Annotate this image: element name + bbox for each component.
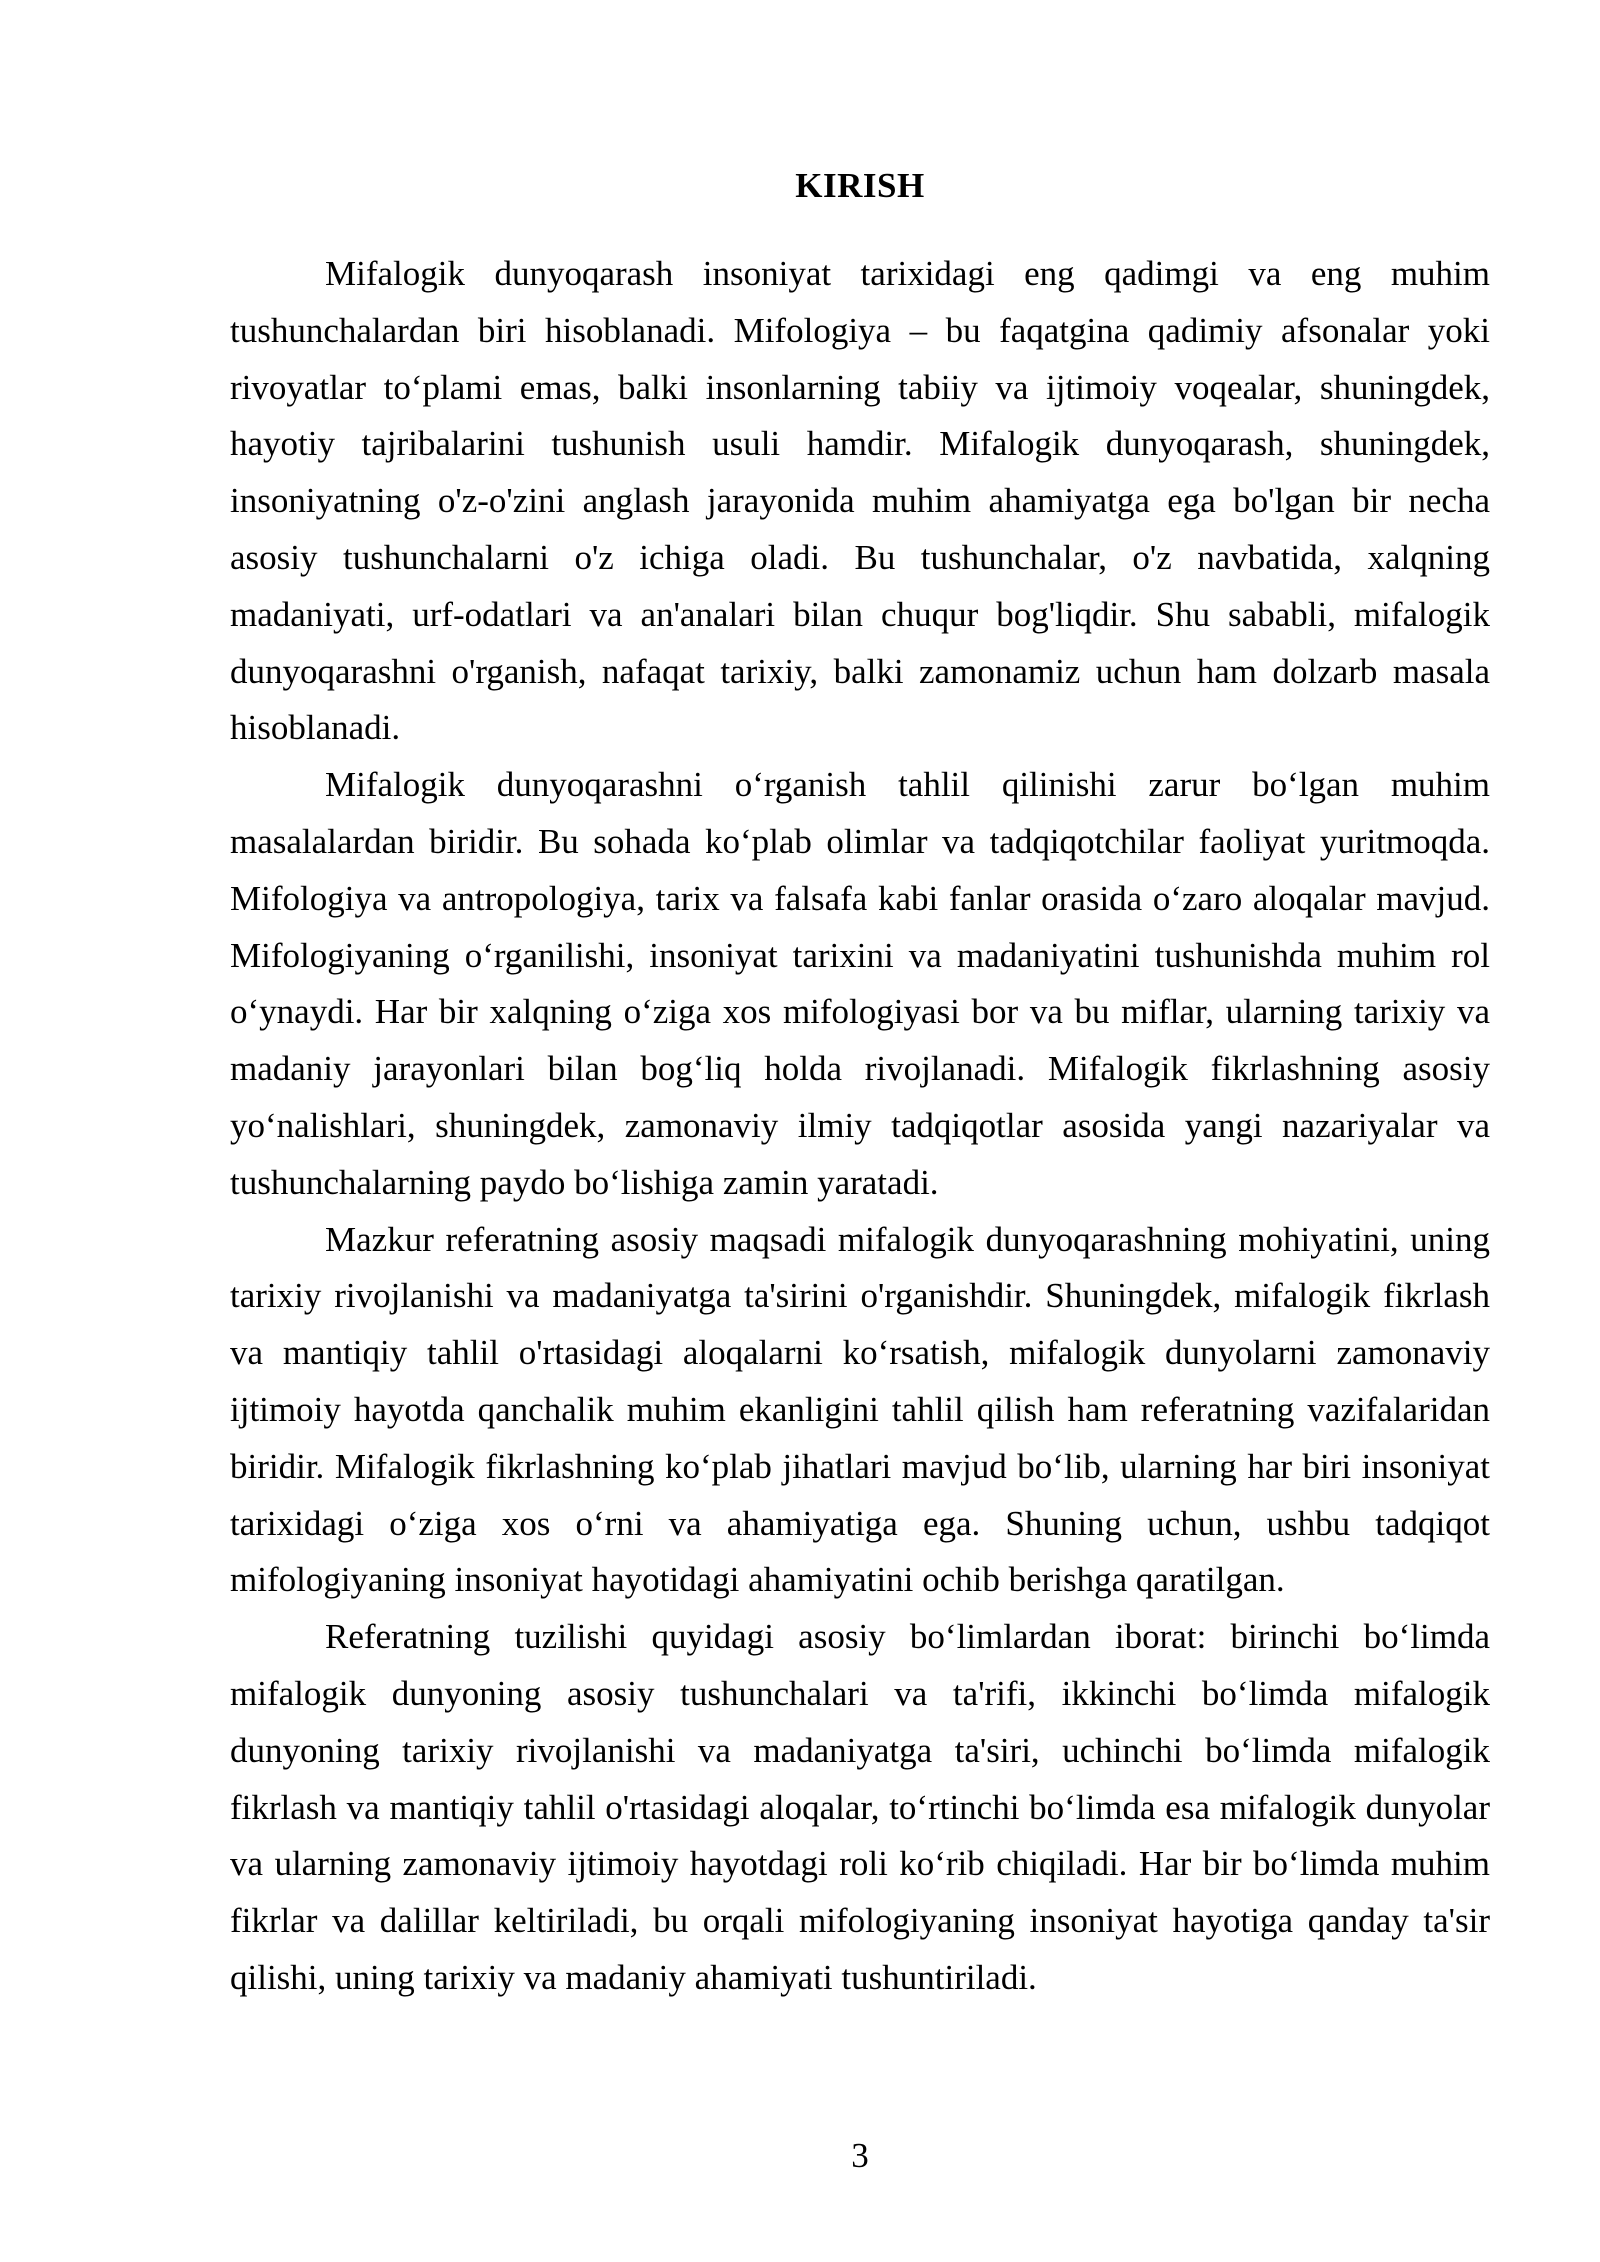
page-number: 3 xyxy=(851,2136,869,2175)
paragraph-2: Mifalogik dunyoqarashni o‘rganish tahlil qilinishi zarur bo‘lgan muhim masalalardan biridir. Bu sohada ko‘plab olimlar va tadqiqotchilar faoliyat yuritmoqda. Mifologiya va antropologiya, tarix va falsafa kabi fanlar orasida o‘zaro aloqalar mavjud. Mifologiyaning o‘rganilishi, insoniyat tarixini va madaniyatini tushunishda muhim rol o‘ynaydi. Har bir xalqning o‘ziga xos mifologiyasi bor va bu miflar, ularning tarixiy va madaniy jarayonlari bilan bog‘liq holda rivojlanadi. Mifalogik fikrlashning asosiy yo‘nalishlari, shuningdek, zamonaviy ilmiy tadqiqotlar asosida yangi nazariyalar va tushunchalarning paydo bo‘lishiga zamin yaratadi. xyxy=(230,765,1490,1202)
paragraph-3: Mazkur referatning asosiy maqsadi mifalogik dunyoqarashning mohiyatini, uning tarixiy rivojlanishi va madaniyatga ta'sirini o'rganishdir. Shuningdek, mifalogik fikrlash va mantiqiy tahlil o'rtasidagi aloqalarni ko‘rsatish, mifalogik dunyolarni zamonaviy ijtimoiy hayotda qanchalik muhim ekanligini tahlil qilish ham referatning vazifalaridan biridir. Mifalogik fikrlashning ko‘plab jihatlari mavjud bo‘lib, ularning har biri insoniyat tarixidagi o‘ziga xos o‘rni va ahamiyatiga ega. Shuning uchun, ushbu tadqiqot mifologiyaning insoniyat hayotidagi ahamiyatini ochib berishga qaratilgan. xyxy=(230,1219,1490,1600)
paragraph-4: Referatning tuzilishi quyidagi asosiy bo‘limlardan iborat: birinchi bo‘limda mifalogik dunyoning asosiy tushunchalari va ta'rifi, ikkinchi bo‘limda mifalogik dunyoning tarixiy rivojlanishi va madaniyatga ta'siri, uchinchi bo‘limda mifalogik fikrlash va mantiqiy tahlil o'rtasidagi aloqalar, to‘rtinchi bo‘limda esa mifalogik dunyolar va ularning zamonaviy ijtimoiy hayotdagi roli ko‘rib chiqiladi. Har bir bo‘limda muhim fikrlar va dalillar keltiriladi, bu orqali mifologiyaning insoniyat hayotiga qanday ta'sir qilishi, uning tarixiy va madaniy ahamiyati tushuntiriladi. xyxy=(230,1617,1490,1997)
paragraph-1: Mifalogik dunyoqarash insoniyat tarixidagi eng qadimgi va eng muhim tushunchalardan biri hisoblanadi. Mifologiya – bu faqatgina qadimiy afsonalar yoki rivoyatlar to‘plami emas, balki insonlarning tabiiy va ijtimoiy voqealar, shuningdek, hayotiy tajribalarini tushunish usuli hamdir. Mifalogik dunyoqarash, shuningdek, insoniyatning o'z-o'zini anglash jarayonida muhim ahamiyatga ega bo'lgan bir necha asosiy tushunchalarni o'z ichiga oladi. Bu tushunchalar, o'z navbatida, xalqning madaniyati, urf-odatlari va an'analari bilan chuqur bog'liqdir. Shu sababli, mifalogik dunyoqarashni o'rganish, nafaqat tarixiy, balki zamonamiz uchun ham dolzarb masala hisoblanadi. xyxy=(230,254,1490,748)
page-title: KIRISH xyxy=(795,166,925,205)
body-text xyxy=(230,246,1490,2007)
